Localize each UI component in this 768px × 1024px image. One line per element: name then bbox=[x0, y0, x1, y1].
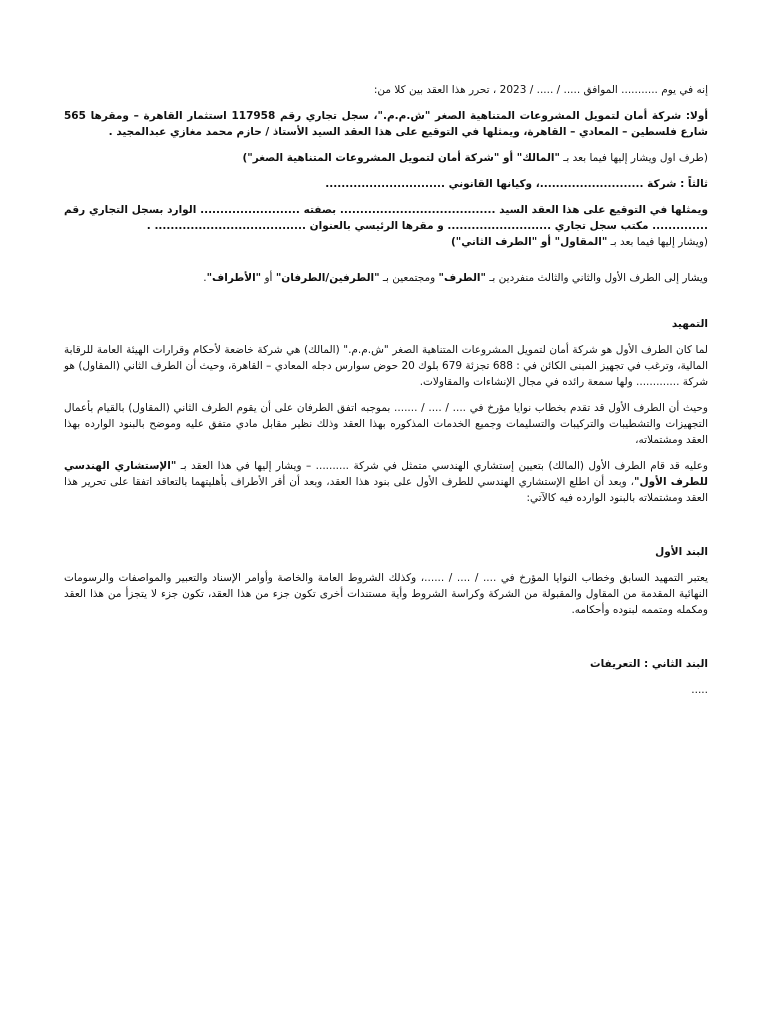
preamble-paragraph-3-text-1: وعليه قد قام الطرف الأول (المالك) بتعيين إستشاري الهندسي متمثل في شركة .......... – ويشار إليها في هذا العقد بـ bbox=[176, 460, 708, 472]
first-party-description: أولا: شركة أمان لتمويل المشروعات المتناهية الصغر "ش.م.م."، سجل تجاري رقم 117958 استثمار القاهرة – ومقرها 565 شارع فلسطين – المعادي – القاهرة، ويمثلها في التوقيع على هذا العقد السيد الأستاذ / حازم محمد مغازي عبدالمجيد . bbox=[64, 110, 708, 138]
third-party-designation bbox=[64, 234, 708, 250]
parties-reference-text-4: . bbox=[203, 272, 207, 284]
third-party-designation-terms: "المقاول" أو "الطرف الثاني") bbox=[450, 236, 608, 248]
parties-reference-term-both: "الطرفين/الطرفان" bbox=[275, 272, 380, 284]
preamble-paragraph-1: لما كان الطرف الأول هو شركة أمان لتمويل المشروعات المتناهية الصغر "ش.م.م." (المالك) هي شركة خاضعة لأحكام وقرارات الهيئة العامة للرقابة المالية، وترغب في تجهيز المبنى الكائن في : 688 تجزئة 679 بلوك 20 حوض سوارس دجله المعادي – القاهرة، وحيث أن الطرف الثاني (المقاول) هو شركة ............. ولها سمعة رائده في مجال الإنشاءات والمقاولات. bbox=[64, 344, 708, 388]
contract-intro: إنه في يوم ........... الموافق ..... / ..... / 2023 ، تحرر هذا العقد بين كلا من: bbox=[373, 84, 708, 96]
clause-1-heading: البند الأول bbox=[655, 546, 708, 558]
third-party-designation-prefix: (ويشار إليها فيما بعد بـ bbox=[607, 236, 708, 248]
clause-2-text: ..... bbox=[691, 684, 708, 696]
parties-reference bbox=[64, 270, 708, 286]
parties-reference-term-party: "الطرف" bbox=[438, 272, 486, 284]
first-party-designation bbox=[64, 150, 708, 166]
parties-reference-text-2: ومجتمعين بـ bbox=[379, 272, 439, 284]
first-party-designation-terms: "المالك" أو "شركة أمان لتمويل المشروعات المتناهية الصغر") bbox=[242, 152, 560, 164]
parties-reference-term-all: "الأطراف" bbox=[206, 272, 262, 284]
engineering-consultant-term: "الإستشاري الهندسي للطرف الأول" bbox=[64, 460, 708, 488]
preamble-paragraph-3-text-2: ، وبعد أن اطلع الإستشاري الهندسي للطرف الأول على بنود هذا العقد، وبعد أن أقر الأطراف بأهليتهما بالتعاقد اتفقا على تحرير هذا العقد ومشتملاته بالبنود الوارده فيه كالآتي: bbox=[64, 476, 708, 504]
third-party-line: ثالثاً : شركة ..........................، وكيانها القانوني .............................. bbox=[325, 178, 708, 190]
parties-reference-text-1: ويشار إلى الطرف الأول والثاني والثالث منفردين بـ bbox=[486, 272, 708, 284]
parties-reference-text-3: أو bbox=[261, 272, 276, 284]
preamble-paragraph-2: وحيث أن الطرف الأول قد تقدم بخطاب نوايا مؤرخ في .... / .... / ....... بموجبه اتفق الطرفان على أن يقوم الطرف الثاني (المقاول) بالقيام بأعمال التجهيزات والتشطيبات والتركيبات والتسليمات وجميع الخدمات المذكوره بهذا العقد وذلك نظير مقابل مادي متفق عليه وموضح بالبنود الوارده بهذا العقد ومشتملاته، bbox=[64, 402, 708, 446]
preamble-heading: التمهيد bbox=[671, 318, 708, 330]
third-party-representative: ويمثلها في التوقيع على هذا العقد السيد ....................................... بصفته ......................... الوارد بسجل التجاري رقم .............. مكتب سجل تجاري .......................... و مقرها الرئيسي بالعنوان ...................................... . bbox=[64, 204, 708, 232]
preamble-paragraph-3 bbox=[64, 458, 708, 506]
clause-2-heading: البند الثاني : التعريفات bbox=[590, 658, 708, 670]
clause-1-text: يعتبر التمهيد السابق وخطاب النوايا المؤرخ في .... / .... / ......، وكذلك الشروط العامة والخاصة وأوامر الإسناد والتعبير والمواصفات والرسومات النهائية المقدمة من المقاول والمقبولة من الشركة وكراسة الشروط وأية مستندات أخرى تكون جزء من هذا العقد، تكون جزء لا يتجزأ من هذا العقد ومكمله ومتممه لبنوده وأحكامه. bbox=[64, 572, 708, 616]
first-party-designation-prefix: (طرف اول ويشار إليها فيما بعد بـ bbox=[559, 152, 708, 164]
